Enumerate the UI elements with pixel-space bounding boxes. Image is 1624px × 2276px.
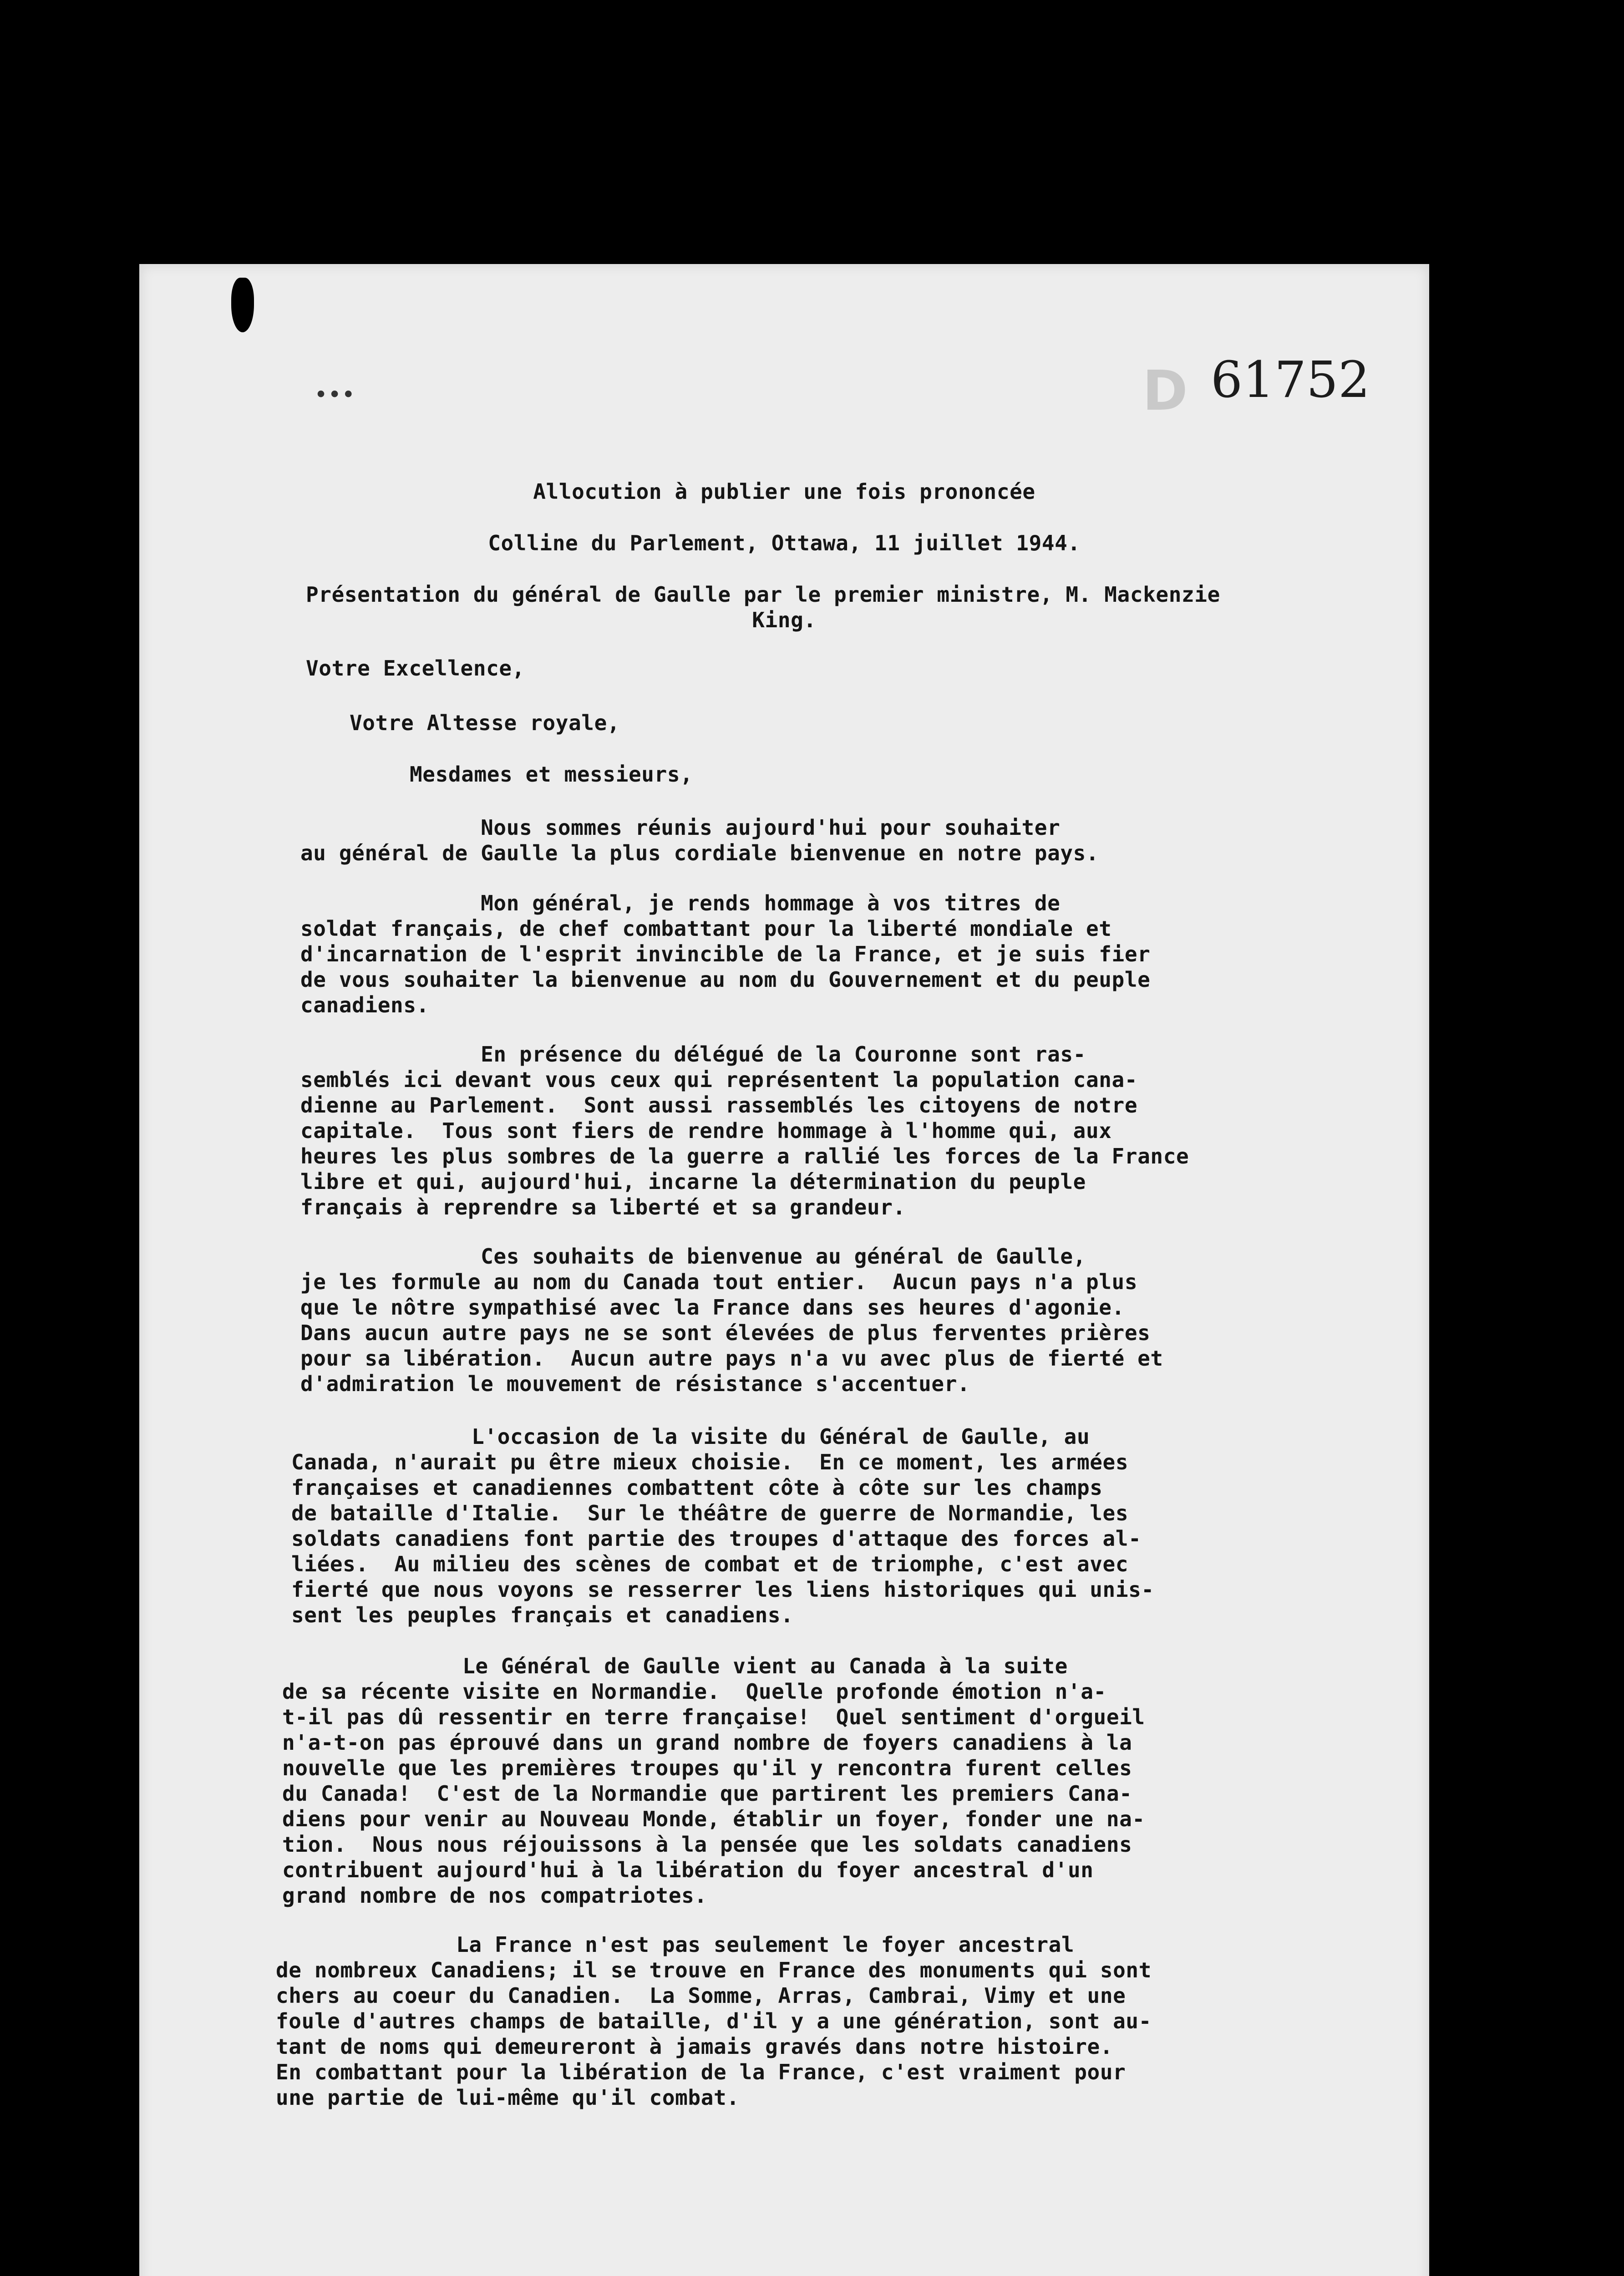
binding-hole [231,278,254,332]
small-mark: ••• [314,381,355,408]
paragraph-6: Le Général de Gaulle vient au Canada à la suite de sa récente visite en Normandie. Quelle profonde émotion n'a- t-il pas dû ressentir en terre française! Quel sentiment d'orgueil n'a-t-on pas éprouvé dans un grand nombre de foyers canadiens à la nouvelle que les premières troupes qu'il y rencontra furent celles du Canada! C'est de la Normandie que partirent les premiers Cana- diens pour venir au Nouveau Monde, établir un foyer, fonder une na- tion. Nous nous réjouissons à la pensée que les soldats canadiens contribuent aujourd'hui à la libération du foyer ancestral d'un grand nombre de nos compatriotes. [282,1654,1145,1908]
salutation-excellence: Votre Excellence, [306,656,525,681]
salutation-mesdames: Mesdames et messieurs, [410,762,693,787]
paragraph-2: Mon général, je rends hommage à vos titres de soldat français, de chef combattant pour la liberté mondiale et d'incarnation de l'esprit invincible de la France, et je suis fier de vous souhaiter la bienvenue au nom du Gouvernement et du peuple canadiens. [300,891,1151,1017]
paragraph-7: La France n'est pas seulement le foyer ancestral de nombreux Canadiens; il se trouve en France des monuments qui sont chers au coeur du Canadien. La Somme, Arras, Cambrai, Vimy et une foule d'autres champs de bataille, d'il y a une génération, sont au- tant de noms qui demeureront à jamais gravés dans notre histoire. En combattant pour la libération de la France, c'est vraiment pour une partie de lui-même qu'il combat. [276,1932,1152,2110]
paragraph-4: Ces souhaits de bienvenue au général de Gaulle, je les formule au nom du Canada tout entier. Aucun pays n'a plus que le nôtre sympathisé avec la France dans ses heures d'agonie. Dans aucun autre pays ne se sont élevées de plus ferventes prières pour sa libération. Aucun autre pays n'a vu avec plus de fierté et d'admiration le mouvement de résistance s'accentuer. [300,1244,1163,1396]
paragraph-1: Nous sommes réunis aujourd'hui pour souhaiter au général de Gaulle la plus cordiale bienvenue en notre pays. [300,815,1099,865]
location-date: Colline du Parlement, Ottawa, 11 juillet 1944. [488,531,1081,555]
paragraph-5: L'occasion de la visite du Général de Gaulle, au Canada, n'aurait pu être mieux choisie. En ce moment, les armées françaises et canadiennes combattent côte à côte sur les champs de bataille d'Italie. Sur le théâtre de guerre de Normandie, les soldats canadiens font partie des troupes d'attaque des forces al- liées. Au milieu des scènes de combat et de triomphe, c'est avec fierté que nous voyons se resserrer les liens historiques qui unis- sent les peuples français et canadiens. [291,1424,1154,1627]
stamp-letter: D [1142,360,1188,423]
document-number: 61752 [1211,351,1370,409]
paragraph-3: En présence du délégué de la Couronne sont ras- semblés ici devant vous ceux qui représentent la population cana- dienne au Parlement. Sont aussi rassemblés les citoyens de notre capitale. Tous sont fiers de rendre hommage à l'homme qui, aux heures les plus sombres de la guerre a rallié les forces de la France libre et qui, aujourd'hui, incarne la détermination du peuple français à reprendre sa liberté et sa grandeur. [300,1042,1189,1219]
salutation-altesse: Votre Altesse royale, [350,711,620,735]
presentation-line-1: Présentation du général de Gaulle par le premier ministre, M. Mackenzie [306,582,1220,607]
presentation-line-2: King. [752,608,817,632]
document-title: Allocution à publier une fois prononcée [533,479,1035,504]
